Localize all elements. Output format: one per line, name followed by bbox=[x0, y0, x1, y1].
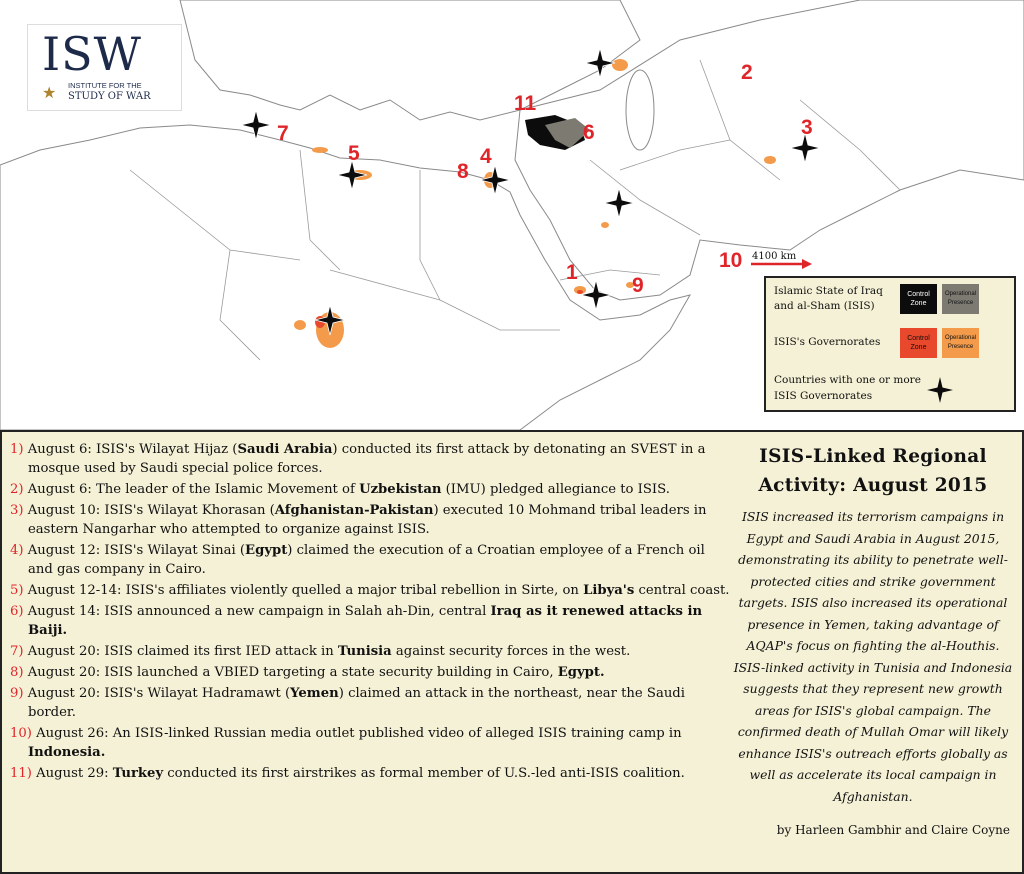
legend-isis-control-swatch: Control Zone bbox=[900, 284, 937, 314]
caspian-sea bbox=[626, 70, 654, 150]
logo-line1: INSTITUTE FOR THE bbox=[68, 81, 142, 90]
legend-gov-presence-swatch: Operational Presence bbox=[942, 328, 979, 358]
list-item: 2) August 6: The leader of the Islamic Movement of Uzbekistan (IMU) pledged allegiance to ISIS. bbox=[10, 482, 670, 497]
list-item: 3) August 10: ISIS's Wilayat Khorasan (Afghanistan-Pakistan) executed 10 Mohmand tribal leaders in eastern Nangarhar who attempted to organize against ISIS. bbox=[10, 503, 707, 537]
logo-mark: ISW bbox=[42, 27, 142, 81]
list-item: 6) August 14: ISIS announced a new campaign in Salah ah-Din, central Iraq as it renewed attacks in Baiji. bbox=[10, 604, 703, 638]
list-item: 5) August 12-14: ISIS's affiliates violently quelled a major tribal rebellion in Sirte, on Libya's central coast. bbox=[10, 583, 730, 598]
legend-isis-presence-swatch: Operational Presence bbox=[942, 284, 979, 314]
distance-label: 4100 km bbox=[752, 251, 797, 262]
legend-countries-label: Countries with one or more ISIS Governorates bbox=[774, 374, 921, 402]
marker-2: 2 bbox=[741, 61, 753, 84]
legend bbox=[764, 276, 1016, 412]
list-item: 10) August 26: An ISIS-linked Russian media outlet published video of alleged ISIS training camp in Indonesia. bbox=[10, 726, 682, 760]
marker-3: 3 bbox=[801, 116, 813, 139]
isw-logo bbox=[27, 24, 182, 111]
marker-11: 11 bbox=[514, 92, 537, 115]
title-line-1: ISIS-Linked Regional bbox=[759, 446, 987, 467]
marker-7: 7 bbox=[277, 122, 289, 145]
star-icon bbox=[926, 376, 954, 404]
event-list bbox=[10, 440, 730, 785]
marker-1: 1 bbox=[566, 261, 578, 284]
marker-8: 8 bbox=[457, 160, 469, 183]
title-line-2: Activity: August 2015 bbox=[758, 475, 988, 496]
marker-5: 5 bbox=[348, 142, 360, 165]
list-item: 4) August 12: ISIS's Wilayat Sinai (Egypt) claimed the execution of a Croatian employee of a French oil and gas company in Cairo. bbox=[10, 543, 705, 577]
marker-10: 10 bbox=[719, 249, 743, 272]
logo-line2: STUDY OF WAR bbox=[68, 91, 151, 102]
list-item: 8) August 20: ISIS launched a VBIED targeting a state security building in Cairo, Egypt. bbox=[10, 665, 605, 680]
list-item: 9) August 20: ISIS's Wilayat Hadramawt (Yemen) claimed an attack in the northeast, near the Saudi border. bbox=[10, 686, 685, 720]
marker-4: 4 bbox=[480, 145, 492, 168]
byline: by Harleen Gambhir and Claire Coyne bbox=[776, 823, 1010, 837]
map-area bbox=[0, 0, 1024, 430]
marker-9: 9 bbox=[632, 274, 644, 297]
list-item: 7) August 20: ISIS claimed its first IED attack in Tunisia against security forces in the west. bbox=[10, 644, 631, 659]
legend-governorates-label: ISIS's Governorates bbox=[774, 336, 881, 348]
page-title bbox=[732, 442, 1014, 500]
summary-text: ISIS increased its terrorism campaigns in Egypt and Saudi Arabia in August 2015, demonstrating its ability to penetrate well-protected cities and strike government targets. ISIS also increased its operational presence in Yemen, taking advantage of AQAP's focus on fighting the al-Houthis. ISIS-linked activity in Tunisia and Indonesia suggests that they represent new growth areas for ISIS's global campaign. The confirmed death of Mullah Omar will likely enhance ISIS's outreach efforts globally as well as accelerate its local campaign in Afghanistan. bbox=[733, 509, 1013, 804]
list-item: 1) August 6: ISIS's Wilayat Hijaz (Saudi Arabia) conducted its first attack by detonating an SVEST in a mosque used by Saudi special police forces. bbox=[10, 442, 706, 476]
sidebar bbox=[732, 442, 1014, 837]
list-item: 11) August 29: Turkey conducted its first airstrikes as formal member of U.S.-led anti-ISIS coalition. bbox=[10, 766, 685, 781]
legend-gov-control-swatch: Control Zone bbox=[900, 328, 937, 358]
legend-isis-label: Islamic State of Iraq and al-Sham (ISIS) bbox=[774, 285, 883, 312]
info-panel bbox=[0, 430, 1024, 874]
marker-6: 6 bbox=[583, 121, 595, 144]
star-icon: ★ bbox=[42, 83, 57, 102]
